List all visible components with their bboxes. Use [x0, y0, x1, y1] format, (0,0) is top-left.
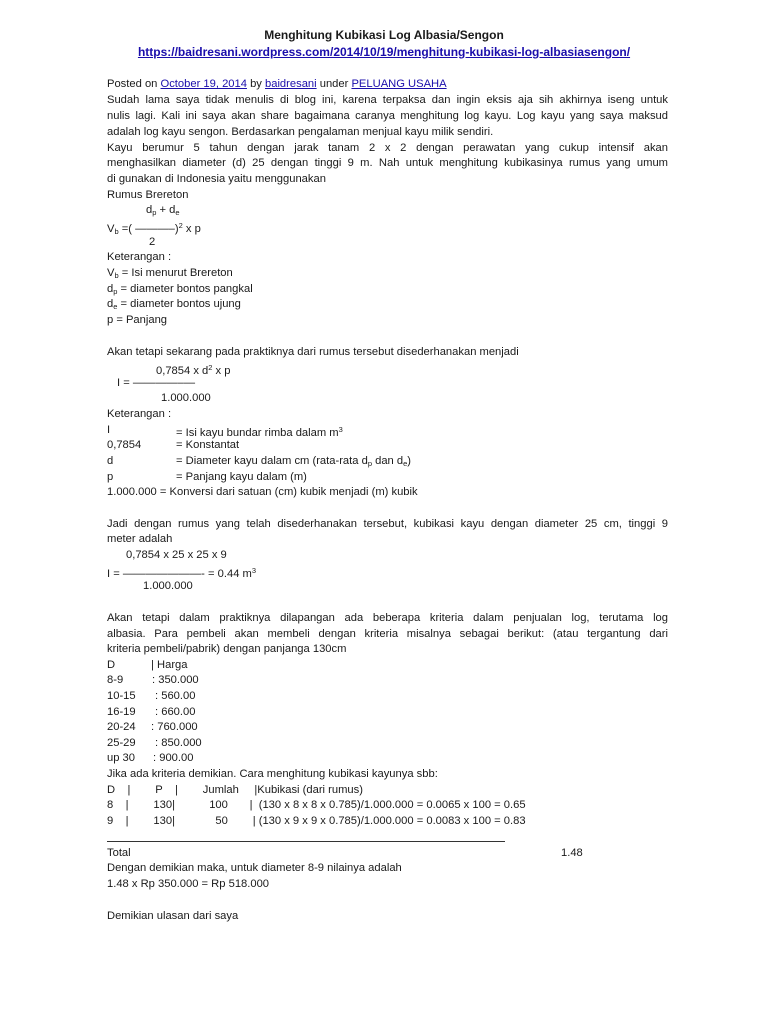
def-konversi: 1.000.000 = Konversi dari satuan (cm) kubik menjadi (m) kubik: [107, 486, 418, 498]
def-de: $d_e$ = diameter bontos ujung: [107, 298, 241, 311]
def-d: d = Diameter kayu dalam cm (rata-rata $d_p$ dan $d_e$): [107, 455, 411, 468]
def-vb: $V_b$ = Isi menurut Brereton: [107, 267, 233, 280]
intro-line: Sudah lama saya tidak menulis di blog ini, karena terpaksa dan ingin eksis aja sih akhirnya iseng untuk: [107, 94, 668, 106]
posted-on-label: Posted on: [107, 78, 158, 90]
price-row: 10-15 : 560.00: [107, 690, 196, 702]
price-table-header: D | Harga: [107, 659, 188, 671]
brereton-denominator: 2: [149, 236, 156, 248]
conclusion-result: 1.48 x Rp 350.000 = Rp 518.000: [107, 878, 270, 890]
brereton-formula: $V_b$ =( ———–)$^2$ x p: [107, 221, 201, 236]
example-equation: I = ———————- = 0.44 $m^3$: [107, 566, 257, 580]
conclusion-line: Dengan demikian maka, untuk diameter 8-9 nilainya adalah: [107, 862, 402, 874]
example-denominator: 1.000.000: [143, 580, 193, 592]
intro-line: menghasilkan diameter (d) 25 dengan tinggi 9 m. Nah untuk menghitung kubikasinya rumus yang umum: [107, 157, 668, 169]
example-line: Jadi dengan rumus yang telah disederhanakan tersebut, kubikasi kayu dengan diameter 25 cm, tinggi 9: [107, 518, 668, 530]
calc-row: 9 | 130| 50 | (130 x 9 x 9 x 0.785)/1.000.000 = 0.0083 x 100 = 0.83: [107, 815, 526, 827]
under-label: under: [319, 78, 349, 90]
author-link[interactable]: baidresani: [265, 78, 317, 90]
simplified-formula: I = ————–—: [117, 377, 196, 389]
price-row: 25-29 : 850.000: [107, 737, 202, 749]
simplified-denominator: 1.000.000: [161, 392, 211, 404]
total-value: 1.48: [561, 847, 583, 859]
post-date-link[interactable]: October 19, 2014: [160, 78, 247, 90]
post-meta: [107, 77, 447, 91]
example-numerator: 0,7854 x 25 x 25 x 9: [126, 549, 227, 561]
price-row: 8-9 : 350.000: [107, 674, 199, 686]
total-label: Total: [107, 847, 131, 859]
simplified-intro: Akan tetapi sekarang pada praktiknya dari rumus tersebut disederhanakan menjadi: [107, 346, 519, 358]
intro-line: Kayu berumur 5 tahun dengan jarak tanam 2 x 2 dengan perawatan yang cukup intensif akan: [107, 142, 668, 154]
calc-header: D | P | Jumlah |Kubikasi (dari rumus): [107, 784, 363, 796]
def-dp: $d_p$ = diameter bontos pangkal: [107, 283, 253, 296]
simplified-keterangan: Keterangan :: [107, 408, 172, 420]
category-link[interactable]: PELUANG USAHA: [351, 78, 447, 90]
brereton-heading: Rumus Brereton: [107, 189, 189, 201]
price-row: 20-24 : 760.000: [107, 721, 198, 733]
def-panjang: p = Panjang kayu dalam (m): [107, 471, 307, 483]
brereton-numerator: $d_p + d_e$: [146, 204, 180, 217]
def-konstanta: 0,7854 = Konstantat: [107, 439, 240, 451]
calc-intro: Jika ada kriteria demikian. Cara menghitung kubikasi kayunya sbb:: [107, 768, 438, 780]
closing-line: Demikian ulasan dari saya: [107, 910, 239, 922]
criteria-line: Akan tetapi dalam praktiknya dilapangan ada beberapa kriteria dalam penjualan log, terutama log: [107, 612, 668, 624]
document-title: Menghitung Kubikasi Log Albasia/Sengon: [264, 28, 504, 42]
source-url-link[interactable]: https://baidresani.wordpress.com/2014/10/19/menghitung-kubikasi-log-albasiasengon/: [137, 45, 631, 59]
brereton-keterangan: Keterangan :: [107, 251, 172, 263]
def-i: I = Isi kayu bundar rimba dalam $m^3$: [107, 424, 343, 439]
calc-row: 8 | 130| 100 | (130 x 8 x 8 x 0.785)/1.000.000 = 0.0065 x 100 = 0.65: [107, 799, 526, 811]
intro-line: adalah log kayu sengon. Berdasarkan pengalaman menjual kayu milik sendiri.: [107, 126, 494, 138]
intro-line: di gunakan di Indonesia yaitu menggunakan: [107, 173, 326, 185]
price-row: 16-19 : 660.00: [107, 706, 196, 718]
price-row: up 30 : 900.00: [107, 752, 194, 764]
by-label: by: [250, 78, 262, 90]
def-p: p = Panjang: [107, 314, 168, 326]
simplified-numerator: 0,7854 x $d^2$ x p: [156, 363, 231, 377]
criteria-line: albasia. Para pembeli akan membeli dengan kriteria misalnya sebagai berikut: (atau tergantung dari: [107, 628, 668, 640]
intro-line: nulis lagi. Kali ini saya akan share bagaimana caranya menghitung log kayu. Log kayu yang saya maksud: [107, 110, 668, 122]
example-line: meter adalah: [107, 533, 173, 545]
table-divider: [107, 841, 505, 842]
criteria-line: kriteria pembeli/pabrik) dengan panjanga 130cm: [107, 643, 347, 655]
